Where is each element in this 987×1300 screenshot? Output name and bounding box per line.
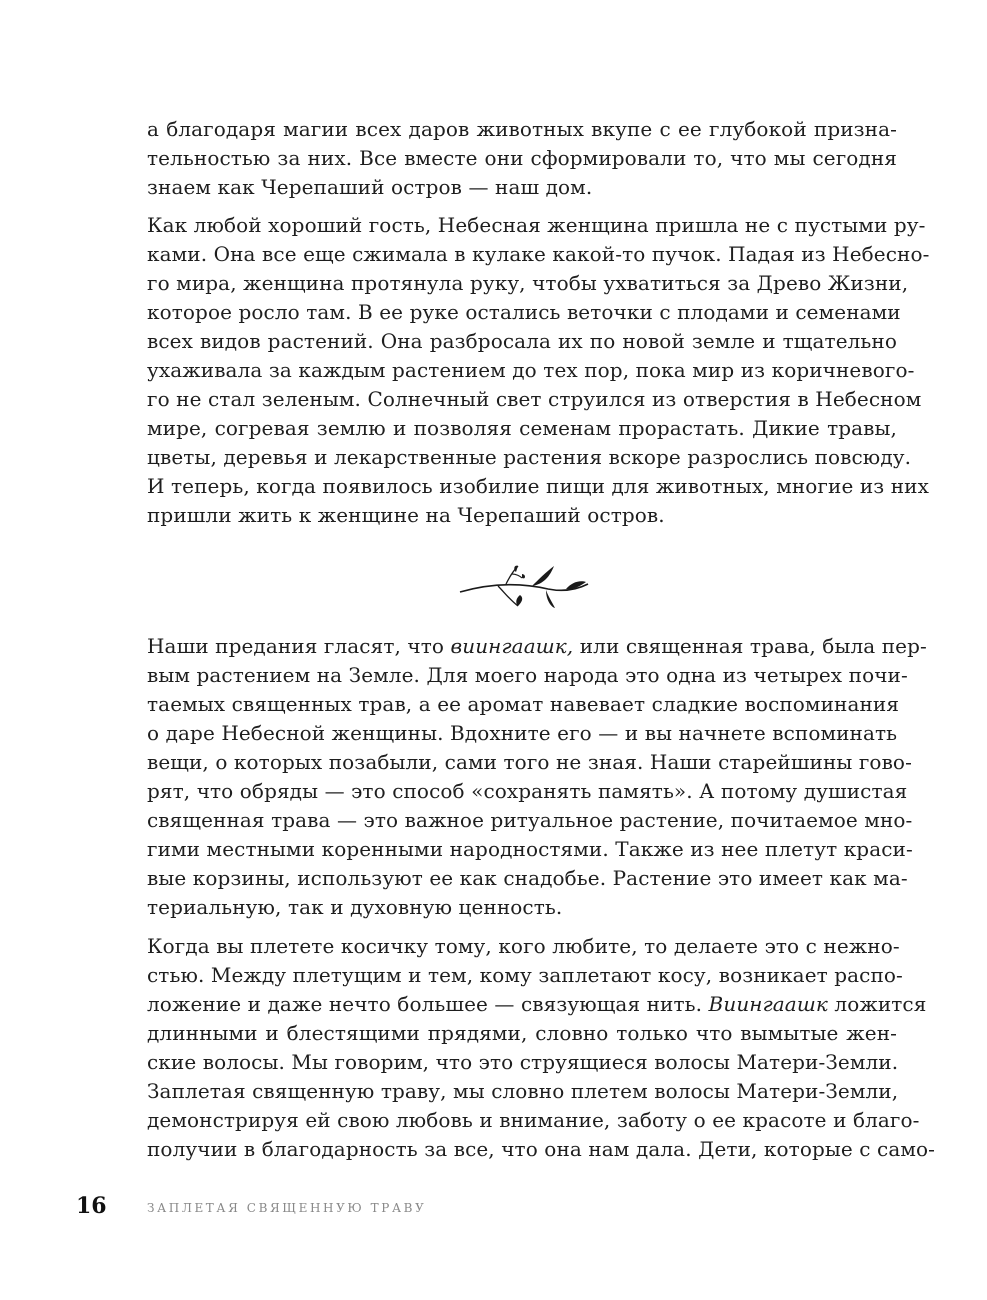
text-line <box>147 990 927 1019</box>
text-line: а благодаря магии всех даров животных вкупе с ее глубокой призна- <box>147 117 897 141</box>
text-line: вещи, о которых позабыли, сами того не зная. Наши старейшины гово- <box>147 750 912 774</box>
text-line: всех видов растений. Она разбросала их по новой земле и тщательно <box>147 329 897 353</box>
text-line: го мира, женщина протянула руку, чтобы ухватиться за Древо Жизни, <box>147 271 909 295</box>
text-line: священная трава — это важное ритуальное растение, почитаемое мно- <box>147 808 913 832</box>
text-line: Заплетая священную траву, мы словно плетем волосы Матери-Земли, <box>147 1079 899 1103</box>
text-segment: ложение и даже нечто большее — связующая нить. <box>147 992 709 1016</box>
leafy-branch-icon <box>458 562 590 618</box>
text-line: длинными и блестящими прядями, словно только что вымытые жен- <box>147 1021 897 1045</box>
text-line: И теперь, когда появилось изобилие пищи для животных, многие из них <box>147 474 929 498</box>
text-line: гими местными коренными народностями. Также из нее плетут краси- <box>147 837 913 861</box>
italic-term: Виингаашк <box>708 992 828 1016</box>
text-line: рят, что обряды — это способ «сохранять память». А потому душистая <box>147 779 908 803</box>
text-line: мире, согревая землю и позволяя семенам прорастать. Дикие травы, <box>147 416 897 440</box>
text-line: таемых священных трав, а ее аромат навевает сладкие воспоминания <box>147 692 900 716</box>
text-line: го не стал зеленым. Солнечный свет струился из отверстия в Небесном <box>147 387 922 411</box>
text-segment: Наши предания гласят, что <box>147 634 451 658</box>
text-line: стью. Между плетущим и тем, кому заплетают косу, возникает распо- <box>147 963 903 987</box>
text-line: демонстрируя ей свою любовь и внимание, заботу о ее красоте и благо- <box>147 1108 920 1132</box>
text-line: ухаживала за каждым растением до тех пор, пока мир из коричневого- <box>147 358 915 382</box>
italic-term: виингаашк, <box>450 634 574 658</box>
text-line: Когда вы плетете косичку тому, кого любите, то делаете это с нежно- <box>147 934 900 958</box>
text-segment: или священная трава, была пер- <box>573 634 927 658</box>
text-line: о даре Небесной женщины. Вдохните его — и вы начнете вспоминать <box>147 721 898 745</box>
text-line: которое росло там. В ее руке остались веточки с плодами и семенами <box>147 300 901 324</box>
page-number: 16 <box>76 1193 107 1219</box>
text-segment: ложится <box>827 992 927 1016</box>
text-line <box>147 632 927 661</box>
text-line: получии в благодарность за все, что она нам дала. Дети, которые с само- <box>147 1137 936 1161</box>
text-line: териальную, так и духовную ценность. <box>147 895 563 919</box>
text-line: ские волосы. Мы говорим, что это струящиеся волосы Матери-Земли. <box>147 1050 899 1074</box>
text-line: вым растением на Земле. Для моего народа это одна из четырех почи- <box>147 663 908 687</box>
text-line: ками. Она все еще сжимала в кулаке какой-то пучок. Падая из Небесно- <box>147 242 930 266</box>
text-line: пришли жить к женщине на Черепаший остров. <box>147 503 665 527</box>
text-line: вые корзины, используют ее как снадобье. Растение это имеет как ма- <box>147 866 908 890</box>
text-line: цветы, деревья и лекарственные растения вскоре разрослись повсюду. <box>147 445 912 469</box>
running-head: ЗАПЛЕТАЯ СВЯЩЕННУЮ ТРАВУ <box>147 1201 427 1215</box>
text-line: Как любой хороший гость, Небесная женщина пришла не с пустыми ру- <box>147 213 926 237</box>
text-line: тельностью за них. Все вместе они сформировали то, что мы сегодня <box>147 146 897 170</box>
text-line: знаем как Черепаший остров — наш дом. <box>147 175 593 199</box>
